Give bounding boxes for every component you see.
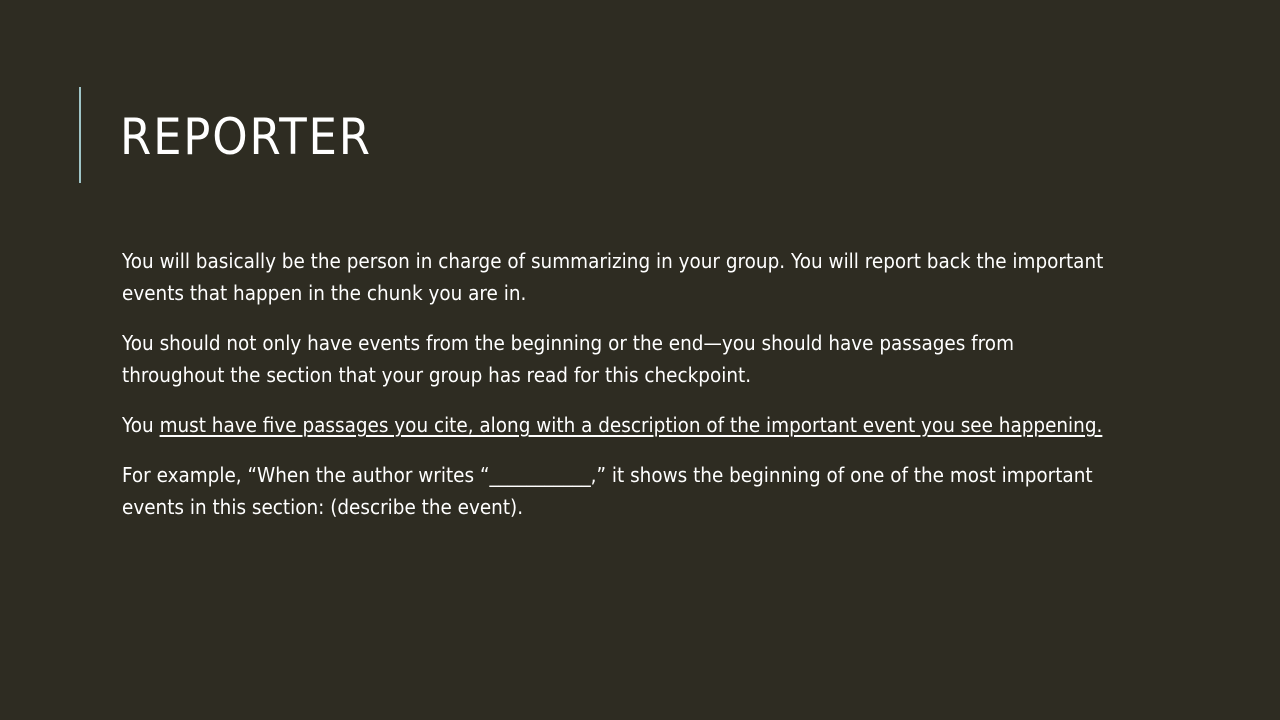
title-accent-bar	[79, 87, 81, 183]
paragraph-five-passages-lead: You	[122, 413, 160, 437]
paragraph-example: For example, “When the author writes “___________,” it shows the beginning of one of the most important events in this section: (describe the event).	[122, 463, 1093, 519]
paragraph-summarizing-role: You will basically be the person in charge of summarizing in your group. You will report back the important events that happen in the chunk you are in.	[122, 249, 1104, 305]
paragraph-five-passages	[122, 409, 1122, 441]
slide-title: REPORTER	[120, 108, 372, 166]
underlined-requirement: must have five passages you cite, along with a description of the important event you see happening.	[159, 413, 1103, 437]
slide-body	[122, 245, 1122, 541]
paragraph-passages-throughout: You should not only have events from the beginning or the end—you should have passages from throughout the section that your group has read for this checkpoint.	[122, 331, 1014, 387]
